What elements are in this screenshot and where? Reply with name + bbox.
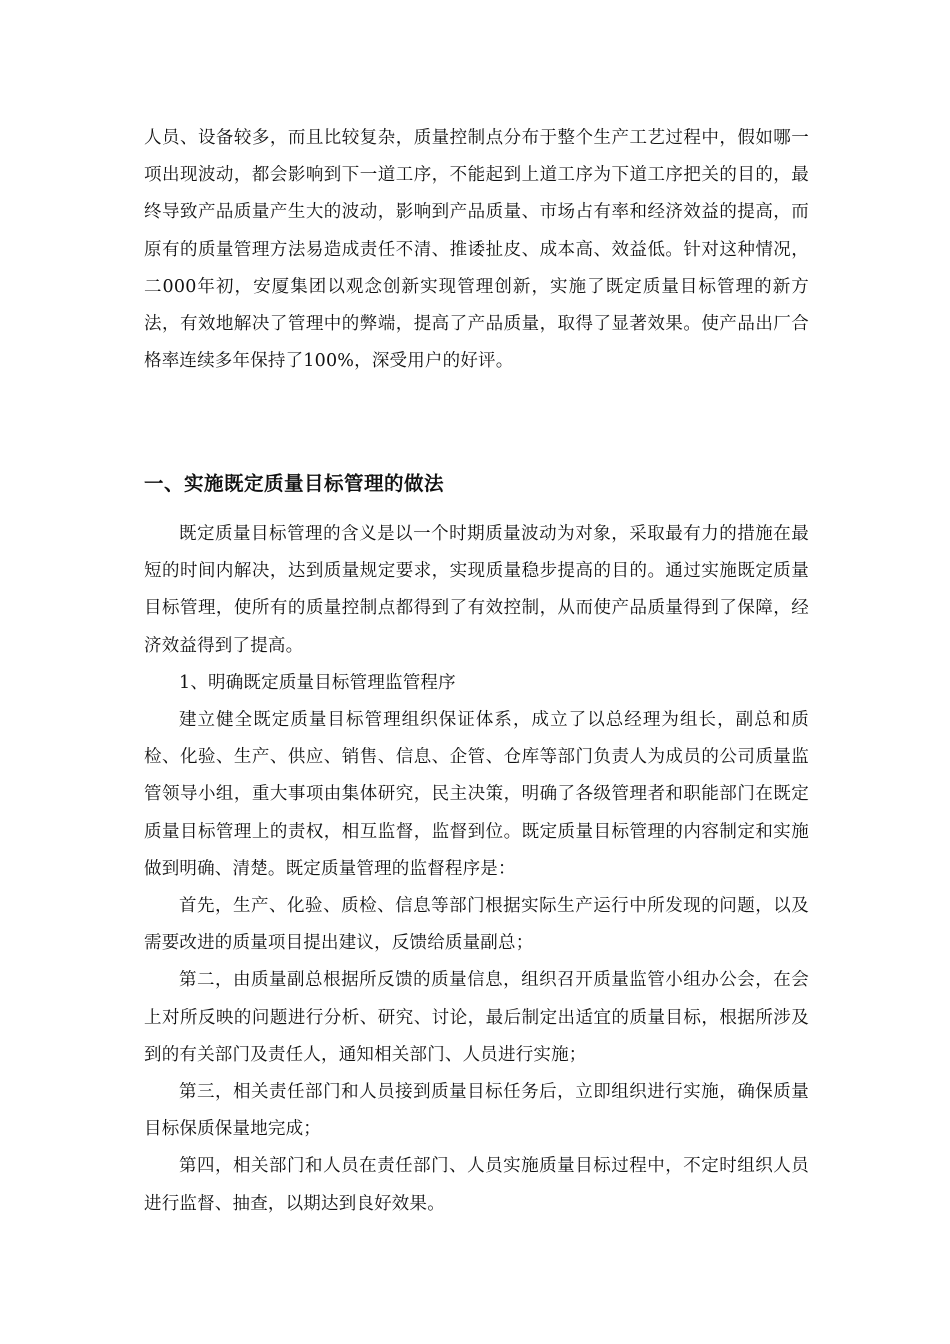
paragraph-step-fourth: 第四，相关部门和人员在责任部门、人员实施质量目标过程中，不定时组织人员进行监督、抽查，以期达到良好效果。 <box>144 1156 809 1214</box>
paragraph-organization: 建立健全既定质量目标管理组织保证体系，成立了以总经理为组长，副总和质检、化验、生产、供应、销售、信息、企管、仓库等部门负责人为成员的公司质量监管领导小组，重大事项由集体研究，民主决策，明确了各级管理者和职能部门在既定质量目标管理上的责权，相互监督，监督到位。既定质量目标管理的内容制定和实施做到明确、清楚。既定质量管理的监督程序是： <box>144 710 809 879</box>
paragraph-definition: 既定质量目标管理的含义是以一个时期质量波动为对象，采取最有力的措施在最短的时间内解决，达到质量规定要求，实现质量稳步提高的目的。通过实施既定质量目标管理，使所有的质量控制点都得到了有效控制，从而使产品质量得到了保障，经济效益得到了提高。 <box>144 524 809 656</box>
section-heading: 一、实施既定质量目标管理的做法 <box>144 472 445 495</box>
paragraph-step-third: 第三，相关责任部门和人员接到质量目标任务后，立即组织进行实施，确保质量目标保质保量地完成； <box>144 1082 809 1140</box>
intro-text-block <box>144 120 809 380</box>
section-body <box>144 516 809 1223</box>
paragraph-step-second: 第二，由质量副总根据所反馈的质量信息，组织召开质量监管小组办公会，在会上对所反映的问题进行分析、研究、讨论，最后制定出适宜的质量目标，根据所涉及到的有关部门及责任人，通知相关部门、人员进行实施； <box>144 970 809 1065</box>
paragraph-step-first: 首先，生产、化验、质检、信息等部门根据实际生产运行中所发现的问题，以及需要改进的质量项目提出建议，反馈给质量副总； <box>144 896 809 954</box>
intro-paragraph: 人员、设备较多，而且比较复杂，质量控制点分布于整个生产工艺过程中，假如哪一项出现波动，都会影响到下一道工序，不能起到上道工序为下道工序把关的目的，最终导致产品质量产生大的波动，影响到产品质量、市场占有率和经济效益的提高，而原有的质量管理方法易造成责任不清、推诿扯皮、成本高、效益低。针对这种情况，二000年初，安厦集团以观念创新实现管理创新，实施了既定质量目标管理的新方法，有效地解决了管理中的弊端，提高了产品质量，取得了显著效果。使产品出厂合格率连续多年保持了100%，深受用户的好评。 <box>144 128 809 372</box>
subheading-procedure: 1、明确既定质量目标管理监管程序 <box>179 672 456 693</box>
